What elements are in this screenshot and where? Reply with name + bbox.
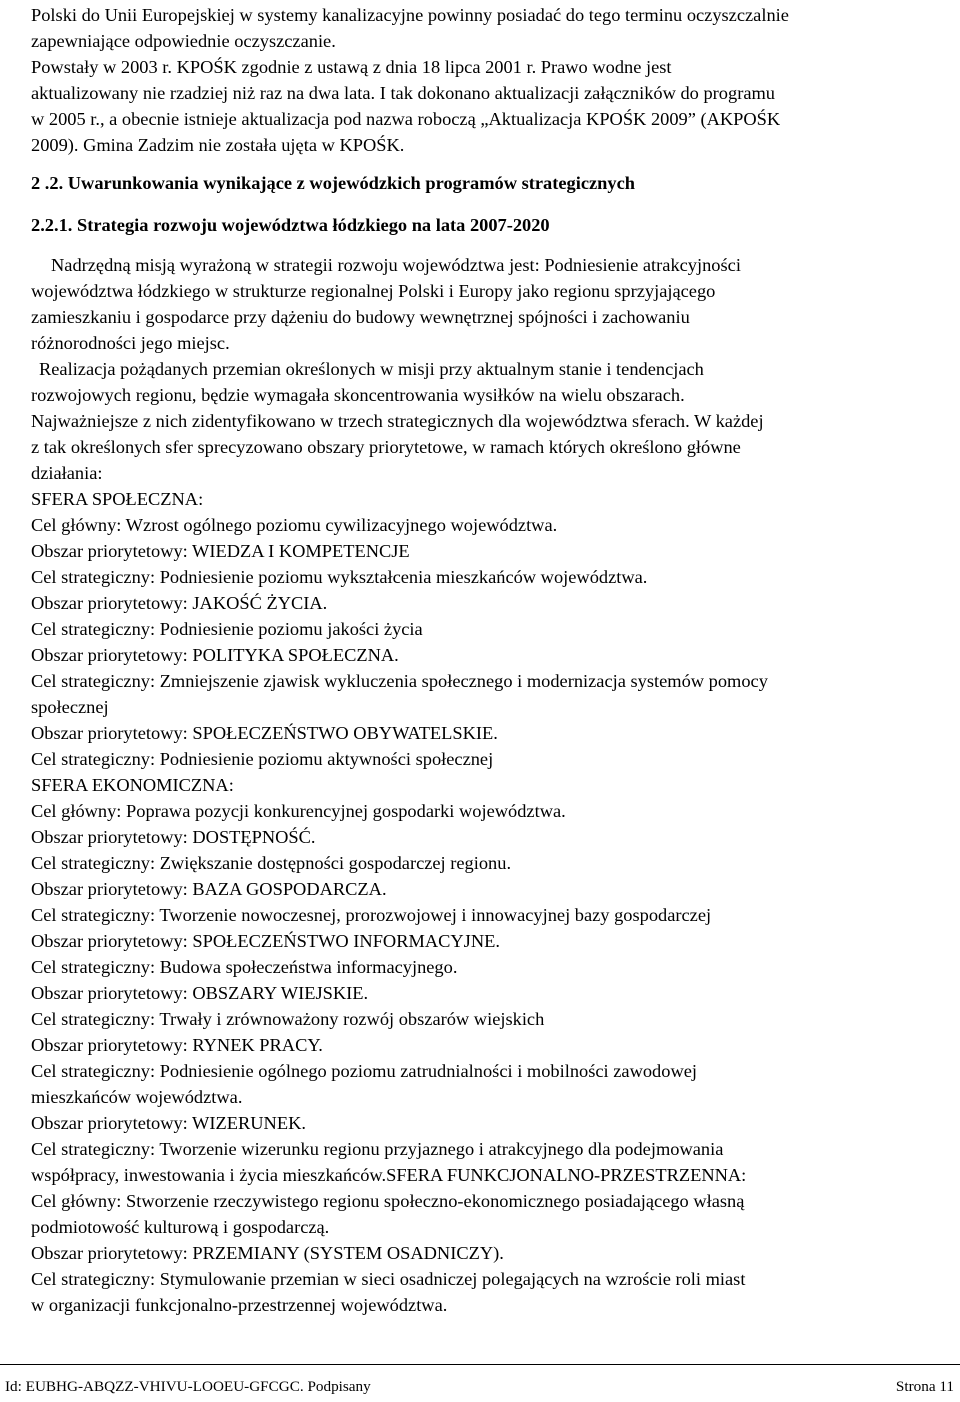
text-line: współpracy, inwestowania i życia mieszkańców.SFERA FUNKCJONALNO-PRZESTRZENNA:	[31, 1165, 747, 1185]
text-line: Obszar priorytetowy: DOSTĘPNOŚĆ.	[31, 827, 316, 847]
body-text	[31, 252, 937, 1318]
text-line: Powstały w 2003 r. KPOŚK zgodnie z ustawą z dnia 18 lipca 2001 r. Prawo wodne jest	[31, 57, 672, 77]
text-line: Realizacja pożądanych przemian określonych w misji przy aktualnym stanie i tendencjach	[39, 359, 704, 379]
text-line: Cel strategiczny: Tworzenie wizerunku regionu przyjaznego i atrakcyjnego dla podejmowania	[31, 1139, 724, 1159]
text-line: Cel strategiczny: Zmniejszenie zjawisk wykluczenia społecznego i modernizacja systemów pomocy	[31, 671, 768, 691]
text-line: Cel strategiczny: Stymulowanie przemian w sieci osadniczej polegających na wzroście roli miast	[31, 1269, 746, 1289]
text-line: SFERA EKONOMICZNA:	[31, 775, 234, 795]
document-id: Id: EUBHG-ABQZZ-VHIVU-LOOEU-GFCGC. Podpisany	[5, 1378, 371, 1395]
text-line: Nadrzędną misją wyrażoną w strategii rozwoju województwa jest: Podniesienie atrakcyjności	[51, 255, 741, 275]
text-line: 2009). Gmina Zadzim nie została ujęta w KPOŚK.	[31, 135, 405, 155]
text-line: Obszar priorytetowy: WIEDZA I KOMPETENCJE	[31, 541, 410, 561]
text-line: Obszar priorytetowy: WIZERUNEK.	[31, 1113, 306, 1133]
text-line: w 2005 r., a obecnie istnieje aktualizacja pod nazwa roboczą „Aktualizacja KPOŚK 2009” (AKPOŚK	[31, 109, 781, 129]
text-line: podmiotowość kulturową i gospodarczą.	[31, 1217, 330, 1237]
text-line: zamieszkaniu i gospodarce przy dążeniu do budowy wewnętrznej spójności i zachowaniu	[31, 307, 690, 327]
document-page	[31, 2, 937, 1318]
text-line: Obszar priorytetowy: SPOŁECZEŃSTWO INFORMACYJNE.	[31, 931, 500, 951]
text-line: Cel strategiczny: Tworzenie nowoczesnej, prorozwojowej i innowacyjnej bazy gospodarczej	[31, 905, 712, 925]
text-line: Cel strategiczny: Podniesienie poziomu wykształcenia mieszkańców województwa.	[31, 567, 648, 587]
text-line: Najważniejsze z nich zidentyfikowano w trzech strategicznych dla województwa sferach. W każdej	[31, 411, 764, 431]
footer-divider	[0, 1364, 960, 1365]
text-line: Cel strategiczny: Budowa społeczeństwa informacyjnego.	[31, 957, 458, 977]
text-line: z tak określonych sfer sprecyzowano obszary priorytetowe, w ramach których określono główne	[31, 437, 741, 457]
text-line: działania:	[31, 463, 103, 483]
text-line: województwa łódzkiego w strukturze regionalnej Polski i Europy jako regionu sprzyjającego	[31, 281, 716, 301]
section-heading: 2 .2. Uwarunkowania wynikające z wojewódzkich programów strategicznych	[31, 173, 635, 193]
text-line: Cel strategiczny: Podniesienie poziomu aktywności społecznej	[31, 749, 494, 769]
text-line: Polski do Unii Europejskiej w systemy kanalizacyjne powinny posiadać do tego terminu oczyszczalnie	[31, 5, 789, 25]
text-line: Obszar priorytetowy: SPOŁECZEŃSTWO OBYWATELSKIE.	[31, 723, 498, 743]
text-line: zapewniające odpowiednie oczyszczanie.	[31, 31, 336, 51]
text-line: mieszkańców województwa.	[31, 1087, 243, 1107]
text-line: różnorodności jego miejsc.	[31, 333, 230, 353]
text-line: SFERA SPOŁECZNA:	[31, 489, 204, 509]
text-line: Obszar priorytetowy: BAZA GOSPODARCZA.	[31, 879, 387, 899]
intro-paragraph	[31, 2, 937, 158]
subsection-heading: 2.2.1. Strategia rozwoju województwa łódzkiego na lata 2007-2020	[31, 215, 550, 235]
text-line: Obszar priorytetowy: POLITYKA SPOŁECZNA.	[31, 645, 399, 665]
text-line: Cel strategiczny: Zwiększanie dostępności gospodarczej regionu.	[31, 853, 512, 873]
text-line: Cel strategiczny: Trwały i zrównoważony rozwój obszarów wiejskich	[31, 1009, 545, 1029]
text-line: Cel strategiczny: Podniesienie poziomu jakości życia	[31, 619, 423, 639]
page-number: Strona 11	[895, 1378, 954, 1395]
text-line: Obszar priorytetowy: PRZEMIANY (SYSTEM OSADNICZY).	[31, 1243, 504, 1263]
text-line: rozwojowych regionu, będzie wymagała skoncentrowania wysiłków na wielu obszarach.	[31, 385, 685, 405]
text-line: w organizacji funkcjonalno-przestrzennej województwa.	[31, 1295, 448, 1315]
text-line: Cel główny: Poprawa pozycji konkurencyjnej gospodarki województwa.	[31, 801, 566, 821]
text-line: Cel strategiczny: Podniesienie ogólnego poziomu zatrudnialności i mobilności zawodowej	[31, 1061, 697, 1081]
text-line: Obszar priorytetowy: JAKOŚĆ ŻYCIA.	[31, 593, 328, 613]
text-line: aktualizowany nie rzadziej niż raz na dwa lata. I tak dokonano aktualizacji załączników do programu	[31, 83, 775, 103]
text-line: Obszar priorytetowy: RYNEK PRACY.	[31, 1035, 323, 1055]
text-line: Obszar priorytetowy: OBSZARY WIEJSKIE.	[31, 983, 369, 1003]
text-line: społecznej	[31, 697, 109, 717]
text-line: Cel główny: Stworzenie rzeczywistego regionu społeczno-ekonomicznego posiadającego własną	[31, 1191, 745, 1211]
text-line: Cel główny: Wzrost ogólnego poziomu cywilizacyjnego województwa.	[31, 515, 558, 535]
